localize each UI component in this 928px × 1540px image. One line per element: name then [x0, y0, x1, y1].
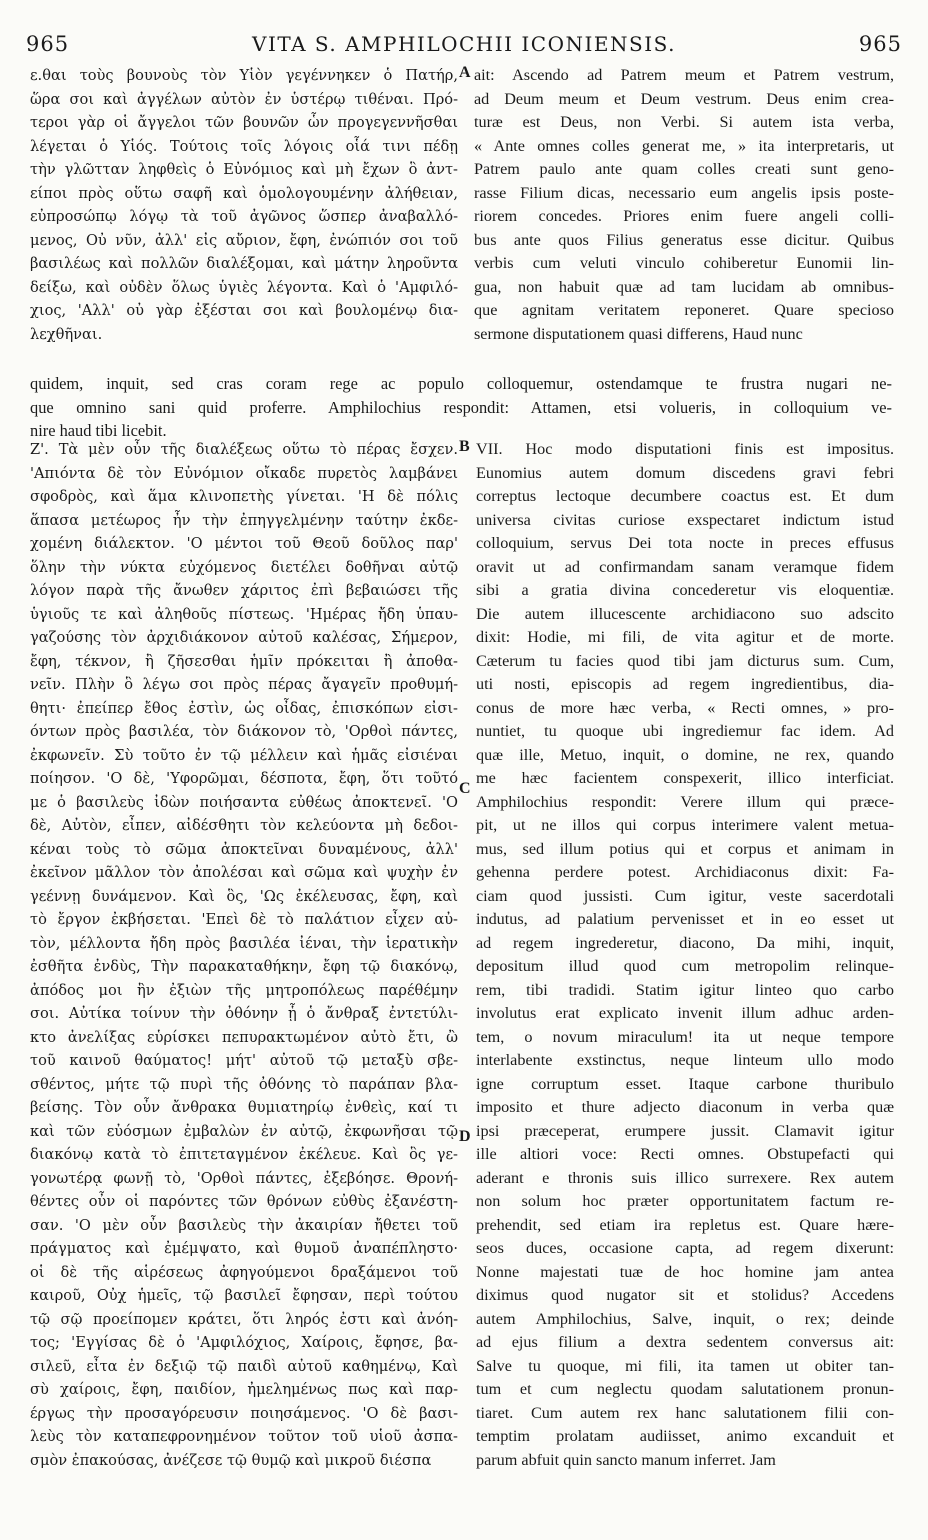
text-line: ὅλην τὴν νύκτα εὐχόμενος διετέλει δοθῆναι αὐτῷ — [30, 558, 458, 576]
text-line: ἐσθῆτα ἐνδὺς, Τὴν παρακαταθήκην, ἔφη τῷ διακόνῳ, — [30, 958, 458, 975]
text-line: igne corruptum esset. Itaque carbone thuribulo — [476, 1074, 894, 1093]
text-line: θητι· ἐπείπερ ἔθος ἐστὶν, ὡς οἶδας, ἐπισκόπων εἰσι- — [30, 699, 458, 717]
text-line: gehenna perdere potest. Archidiaconus dixit: Fa- — [476, 863, 894, 881]
text-line: Nonne majestati tuæ de hoc homine jam antea — [476, 1262, 894, 1281]
text-line: rem, tibi tradidi. Statim igitur linteo quo carbo — [476, 980, 894, 999]
text-line: λεὺς τὸν καταπεφρονημένον τοῦτον τοῦ υἱοῦ ἀσπα- — [30, 1428, 458, 1445]
text-line: sibi a gratia divina concederetur vis eloquentiæ. — [476, 581, 894, 599]
text-line: mus, sed illum potius qui et corpus et animam in — [476, 839, 894, 858]
text-line: aderant e thronis suis illico surrexere. Rex autem — [476, 1168, 894, 1187]
text-line: πράγματος καὶ ἐμέμψατο, καὶ θυμοῦ ἀναπέπληστο· — [30, 1240, 458, 1257]
text-line: είποι πρὸς οὕτω σαφῆ καὶ ὁμολογουμένην ἀλήθειαν, — [30, 184, 458, 202]
text-line: interlabente exstinctus, neque linteum ullo modo — [476, 1051, 894, 1069]
text-line: ἅπασα μετέωρος ἦν τὴν ἐπηγγελμένην ταύτην ἐκδε- — [30, 511, 458, 529]
text-line: γαζούσης τὸν ἀρχιδιάκονον αὐτοῦ καλέσας, Σήμερον, — [30, 629, 458, 646]
text-line: Ζ'. Τὰ μὲν οὖν τῆς διαλέξεως οὕτω τὸ πέρας ἔσχεν. — [30, 441, 458, 458]
text-line: ad regem ingrederetur, diacono, Da mihi, inquit, — [476, 933, 894, 952]
text-line: sermone disputationem quasi differens, Haud nunc — [474, 324, 803, 343]
text-line: turæ est Deus, non Verbi. Si autem ista verba, — [474, 113, 894, 131]
text-line: γονωτέρᾳ φωνῇ τὸ, 'Ορθοὶ πάντες, ἐξεβόησε. Θρονή- — [30, 1169, 458, 1187]
text-line: τὴν γλῶτταν ληφθεὶς ὁ Εὐνόμιος καὶ μὴ ἔχων ὃ ἀντ- — [30, 161, 458, 178]
latin-column-section-a — [474, 64, 894, 346]
text-line: καιροῦ, Οὐχ ἡμεῖς, τῷ βασιλεῖ ἔφησαν, περὶ τούτου — [30, 1287, 458, 1304]
text-line: όντων πρὸς βασιλέα, τὸν διάκονον τὸ, 'Ορθοὶ πάντες, — [30, 723, 458, 740]
text-line: parum abfuit quin sancto manum inferret. Jam — [476, 1450, 776, 1469]
text-line: ἐκεῖνον μᾶλλον τὸν ἀπολέσαι καὶ σῶμα καὶ ψυχὴν ἐν — [30, 864, 458, 881]
page-header — [26, 32, 902, 60]
text-line: temptim prolatam audiisset, animo excanduit et — [476, 1427, 894, 1445]
text-line: ε.θαι τοὺς βουνοὺς τὸν Υἱὸν γεγέννηκεν ὁ Πατήρ, — [30, 67, 458, 84]
text-line: σοι. Αὐτίκα τοίνυν τὴν ὀθόνην ᾗ ὁ ἄνθραξ ἐντετύλι- — [30, 1005, 458, 1022]
text-line: σθέντος, μήτε τῷ πυρὶ τῆς ὀθόνης τὸ παράπαν βλα- — [30, 1075, 458, 1093]
text-line: que omnino sani quid proferre. Amphilochius respondit: Attamen, etsi volueris, in colloquium ve- — [30, 397, 892, 417]
text-line: non solum hoc præter opportunitatem factum re- — [476, 1192, 894, 1210]
text-line: ὑγιοῦς τε καὶ ἀληθοῦς πίστεως. 'Ημέρας ἤδη ὑπαυ- — [30, 605, 458, 623]
text-line: νεῖν. Πλὴν ὃ λέγω σοι πρὸς πέρας ἄγαγεῖν προθυμή- — [30, 676, 458, 693]
text-line: οἱ δὲ τῆς αἱρέσεως ἀφηγούμενοι δραξάμενοι τοῦ — [30, 1263, 458, 1281]
text-line: σὺ χαίροις, ἔφη, παιδίον, ἠμελημένως πως καὶ παρ- — [30, 1381, 458, 1398]
text-line: με ὁ βασιλεὺς ἰδὼν ποιήσαντα εὐθέως ἀποκτενεῖ. 'Ο — [30, 793, 458, 811]
text-line: nuntiet, tu quoque ubi ingrediemur fac idem. Ad — [476, 722, 894, 740]
text-line: λέγεται ὁ Υἱός. Τούτοις τοῖς λόγοις οἷά τινι πέδῃ — [30, 137, 458, 155]
text-line: βασιλέως καὶ πολλῶν διαλέξομαι, καὶ μάτην ληροῦντα — [30, 255, 458, 272]
text-line: « Ante omnes colles generat me, » ita interpretaris, ut — [474, 136, 894, 155]
text-line: tum et cum neglectu quodam salutationem pronun- — [476, 1380, 894, 1398]
text-line: quæ ille, Metuo, inquit, o domine, ne rex, quando — [476, 745, 894, 764]
running-title: VITA S. AMPHILOCHII ICONIENSIS. — [252, 32, 676, 56]
text-line: Cæterum tu facies quod tibi jam dicturus sum. Cum, — [476, 651, 894, 670]
text-line: δείξω, καὶ οὐδὲν ὅλως ὑγιὲς λέγοντα. Καὶ ὁ 'Αμφιλό- — [30, 278, 458, 296]
text-line: bus ante quos Filius generatus esse dicitur. Quibus — [474, 230, 894, 249]
text-line: tem, o novum miraculum! ita ut neque tempore — [476, 1027, 894, 1046]
text-line: depositum illud quod cum metropolim relinque- — [476, 957, 894, 975]
text-line: Patrem paulo ante quam colles creati sunt geno- — [474, 160, 894, 178]
text-line: σφοδρὸς, καὶ ἅμα κλινοπετὴς γίνεται. 'Η δὲ πόλις — [30, 488, 458, 505]
text-line: colloquium, servus Dei tota nocte in preces effusus — [476, 534, 894, 552]
text-line: κτο ἀνελίξας εὑρίσκει πεπυρακτωμένον αὐτὸ ἔτι, ὢ — [30, 1028, 458, 1046]
text-line: τος; 'Εγγίσας δὲ ὁ 'Αμφιλόχιος, Χαίροις, ἔφησε, βα- — [30, 1334, 458, 1351]
text-line: diximus quod nugator sit et stolidus? Accedens — [476, 1286, 894, 1304]
latin-full-width-continuation — [30, 372, 892, 443]
text-line: Eunomius autem domum discedens gravi febri — [476, 463, 894, 482]
text-line: διακόνῳ κατὰ τὸ ἐπιτεταγμένον ἐκέλευε. Καὶ ὃς γε- — [30, 1146, 458, 1163]
text-line: βείσης. Τὸν οὖν ἄνθρακα θυμιατηρίῳ ἐνθεὶς, καί τι — [30, 1099, 458, 1116]
text-line: ὥρα σοι καὶ ἀγγέλων αὐτὸν ἐν ὑστέρῳ τιθέναι. Πρό- — [30, 90, 458, 108]
text-line: ἀπόδος μοι ἣν ἐξιὼν τῆς μητροπόλεως παρέθέμην — [30, 981, 458, 999]
page-number-right: 965 — [858, 32, 902, 56]
text-line: χομένη διάλεκτον. 'Ο μέντοι τοῦ Θεοῦ δοῦλος παρ' — [30, 535, 458, 552]
text-line: ἔφη, τέκνον, ἢ ζῆσεσθαι ἡμῖν πρόκειται ἢ ἀποθα- — [30, 652, 458, 670]
text-line: γεέννῃ δυνάμενον. Καὶ ὃς, 'Ως ἐκέλευσας, ἔφη, καὶ — [30, 887, 458, 905]
text-line: que agnitam veritatem reponeret. Quare specioso — [474, 301, 894, 319]
text-line: imposito et thure adjecto diaconum in verba quæ — [476, 1098, 894, 1116]
text-line: ἐκφωνεῖν. Σὺ τοῦτο ἐν τῷ μέλλειν καὶ ἡμᾶς εἰσιέναι — [30, 746, 458, 764]
text-line: universa civitas curiose exspectaret indictum istud — [476, 510, 894, 529]
text-line: δὲ, Αὐτὸν, εἶπεν, αἰδέσθητι τὸν κελεύοντα μὴ δεδοι- — [30, 817, 458, 834]
text-line: ad ejus filium a dextra sedentem conversus ait: — [476, 1333, 894, 1351]
text-line: ciam quod jussisti. Cum igitur, veste sacerdotali — [476, 886, 894, 905]
greek-column-section-b — [30, 438, 458, 1472]
text-line: nire haud tibi licebit. — [30, 421, 167, 440]
text-line: involutus erat explicato invenit illum adhuc arden- — [476, 1004, 894, 1022]
text-line: me hæc facientem conspexerit, illico interficiat. — [476, 769, 894, 787]
page-number-left: 965 — [26, 32, 70, 56]
text-line: riorem concedes. Priores enim fuere angeli colli- — [474, 207, 894, 225]
text-line: ad Deum meum et Deum vestrum. Deus enim crea- — [474, 89, 894, 108]
text-line: εὐπροσώπῳ λόγῳ τὰ τοῦ ἀγῶνος ὥσπερ ἀναβαλλό- — [30, 208, 458, 225]
margin-marker-b: B — [459, 438, 470, 455]
text-line: κέναι τοὺς τὸ σῶμα ἀποκτεῖναι δυναμένους, ἀλλ' — [30, 840, 458, 858]
text-line: verbis cum veluti vinculo cohiberetur Eunomii lin- — [474, 254, 894, 272]
text-line: quidem, inquit, sed cras coram rege ac populo colloquemur, ostendamque te frustra nugari ne- — [30, 374, 892, 393]
text-line: θέντες οὖν οἱ παρόντες τῶν θρόνων εὐθὺς ἐξανέστη- — [30, 1193, 458, 1210]
text-line: ποίησον. 'Ο δὲ, 'Υφορῶμαι, δέσποτα, ἔφη, ὅτι τοῦτό — [30, 770, 458, 787]
text-line: τοῦ καινοῦ θαύματος! μήτ' αὐτοῦ τῷ μεταξὺ σβε- — [30, 1052, 458, 1069]
text-line: Amphilochius respondit: Verere illum qui præce- — [476, 792, 894, 811]
text-line: Salve tu quoque, mi fili, ita tamen ut obiter tan- — [476, 1356, 894, 1375]
text-line: pit, ut ne illos qui corpus interimere valent metua- — [476, 816, 894, 834]
text-line: σιλεῦ, εἶτα ἐν δεξιῷ τῷ παιδὶ αὐτοῦ καθημένῳ, Καὶ — [30, 1357, 458, 1375]
text-line: τεροι γὰρ οἱ ἄγγελοι τῶν βουνῶν ὧν προγεγεννῆσθαι — [30, 114, 458, 131]
text-line: τὸν, μέλλοντα ἤδη πρὸς βασιλέα ἰέναι, τὴν ἱερατικὴν — [30, 934, 458, 952]
text-line: σμὸν ἐπακούσας, ἀνέζεσε τῷ θυμῷ καὶ μικροῦ διέσπα — [30, 1451, 432, 1469]
latin-column-section-b — [476, 438, 894, 1472]
text-line: μενος, Οὐ νῦν, ἀλλ' εἰς αὔριον, ἔφη, ἐνώπιόν σοι τοῦ — [30, 231, 458, 249]
text-line: seos duces, occasione capta, ad regem dixerunt: — [476, 1239, 894, 1257]
text-line: ipsi præceperat, erumpere jussit. Clamavit igitur — [476, 1121, 894, 1140]
text-line: VII. Hoc modo disputationi finis est impositus. — [476, 440, 894, 458]
text-line: gua, non habuit quæ ad tam lucidam ab omnibus- — [474, 277, 894, 296]
text-line: oravit ut ad confirmandam sanam veramque fidem — [476, 557, 894, 576]
margin-marker-d: D — [459, 1128, 471, 1145]
text-line: Die autem illucescente archidiacono suo adscito — [476, 604, 894, 623]
text-line: τῷ σῷ προείπομεν κράτει, ὅτι ληρός ἐστι καὶ ἀνόη- — [30, 1310, 458, 1328]
text-line: indutus, ad palatium pervenisset et in eo esset ut — [476, 910, 894, 928]
text-line: λόγον παρὰ τῆς ἄνωθεν χάριτος ἐπὶ βεβαιώσει τῆς — [30, 582, 458, 599]
text-line: τὸ ἔργον ἐκβήσεται. 'Επεὶ δὲ τὸ παλάτιον εἶχεν αὐ- — [30, 911, 458, 928]
text-line: καὶ τῶν εὐόσμων ἐμβαλὼν ἐν αὐτῷ, ἐκφωνῆσαι τῷ — [30, 1122, 458, 1140]
margin-marker-a: A — [459, 64, 471, 81]
text-line: ille altiori voce: Recti omnes. Obstupefacti qui — [476, 1145, 894, 1163]
margin-marker-c: C — [459, 780, 471, 797]
text-line: conus de more hæc verba, « Recti omnes, » pro- — [476, 698, 894, 717]
text-line: autem Amphilochius, Salve, inquit, o rex; deinde — [476, 1309, 894, 1328]
text-line: dixit: Hodie, mi fili, de vita agitur et de morte. — [476, 628, 894, 646]
text-line: λεχθῆναι. — [30, 325, 103, 343]
text-line: correptus lectoque decumbere coactus est. Et dum — [476, 487, 894, 505]
text-line: uti nosti, episcopis ad regem ingredientibus, dia- — [476, 675, 894, 693]
text-line: χιος, 'Αλλ' οὐ γὰρ ἐξέσται σοι καὶ βουλομένῳ δια- — [30, 302, 458, 319]
text-line: έργως τὴν προσαγόρευσιν ποιησάμενος. 'Ο δὲ βασι- — [30, 1404, 458, 1422]
text-line: ait: Ascendo ad Patrem meum et Patrem vestrum, — [474, 66, 894, 84]
text-line: prehendit, sed etiam ira repletus est. Quare hære- — [476, 1215, 894, 1234]
greek-column-section-a — [30, 64, 458, 346]
text-line: 'Απιόντα δὲ τὸν Εὐνόμιον οἴκαδε πυρετὸς λαμβάνει — [30, 464, 458, 482]
text-line: tiaret. Cum autem rex hanc salutationem filii con- — [476, 1403, 894, 1422]
text-line: σαν. 'Ο μὲν οὖν βασιλεὺς τὴν ἀκαιρίαν ἤθετει τοῦ — [30, 1216, 458, 1234]
text-line: rasse Filium dicas, necessario eum angelis ipsis poste- — [474, 183, 894, 202]
